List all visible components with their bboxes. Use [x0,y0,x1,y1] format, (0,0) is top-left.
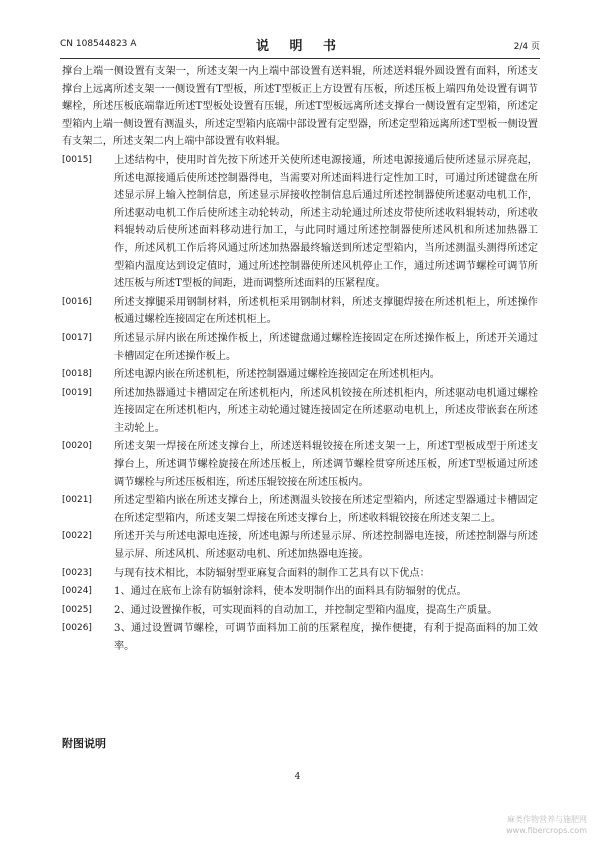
paragraph-0018 [62,366,538,384]
paragraph-text: 3、通过设置调节螺栓，可调节面料加工前的压紧程度，操作便捷，有利于提高面料的加工效率。 [114,623,538,652]
section-heading: 附图说明 [62,737,106,750]
paragraph-text: 所述电源内嵌在所述机柜，所述控制器通过螺栓连接固定在所述机柜内。 [114,369,440,381]
document-number: CN 108544823 A [60,39,137,49]
paragraph-number: [0020] [62,441,92,452]
paragraph-text: 所述支撑腿采用钢制材料，所述机柜采用钢制材料，所述支撑腿焊接在所述机柜上，所述操作板通过螺栓连接固定在所述机柜上。 [114,296,538,326]
intro-paragraph: 撑台上端一侧设置有支架一，所述支架一内上端中部设置有送料辊，所述送料辊外圆设置有面料，所述支撑台上远离所述支架一一侧设置有T型板，所述T型板正上方设置有压板，所述压板上端四角处设置有调节螺栓，所述压板底端靠近所述T型板处设置有压辊，所述T型板远离所述支撑台一侧设置有定型箱，所述定型箱内上端一侧设置有测温头，所述定型箱内底端中部设置有定型器，所述定型箱远离所述T型板一侧设置有支架二，所述支架二内上端中部设置有收料辊。 [62,66,538,148]
paragraph-0021 [62,492,538,527]
page-number: 4 [294,772,301,782]
paragraph-0017 [62,330,538,365]
paragraph-0016 [62,294,538,329]
paragraph-number: [0022] [62,531,92,542]
watermark [506,814,587,836]
paragraph-0019 [62,385,538,438]
paragraph-number: [0017] [62,332,92,343]
paragraph-0020 [62,438,538,491]
paragraph-text: 所述支架一焊接在所述支撑台上，所述送料辊铰接在所述支架一上，所述T型板成型于所述支撑台上，所述调节螺栓旋接在所述压板上，所述调节螺栓贯穿所述压板，所述T型板通过所述调节螺栓与所述压板相连，所述压辊铰接在所述压板内。 [114,441,538,488]
watermark-site-name: 麻类作物营养与施肥网 [507,815,587,824]
paragraph-number: [0015] [62,154,92,165]
paragraph-number: [0025] [62,604,92,615]
document-body [62,63,538,656]
paragraph-number: [0026] [62,623,92,634]
paragraph-number: [0016] [62,296,92,307]
paragraph-0015 [62,152,538,293]
paragraph-text: 所述加热器通过卡槽固定在所述机柜内，所述风机铰接在所述机柜内，所述驱动电机通过螺栓连接固定在所述机柜内，所述主动轮通过键连接固定在所述驱动电机上，所述皮带嵌套在所述主动轮上。 [114,387,538,434]
paragraph-number: [0018] [62,369,92,380]
paragraph-number: [0021] [62,495,92,506]
paragraph-0024 [62,583,538,601]
paragraph-number: [0024] [62,586,92,597]
paragraph-0025 [62,602,538,620]
paragraph-0023 [62,565,538,583]
header-title: 说 明 书 [255,39,345,54]
paragraph-text: 所述定型箱内嵌在所述支撑台上，所述测温头铰接在所述定型箱内，所述定型器通过卡槽固定在所述定型箱内，所述支架二焊接在所述支撑台上，所述收料辊铰接在所述支架二上。 [114,495,538,524]
watermark-url: www.fibercrops.com [506,826,587,835]
paragraph-text: 与现有技术相比，本防辐射型亚麻复合面料的制作工艺具有以下优点： [114,567,430,579]
paragraph-0026 [62,620,538,655]
paragraph-number: [0023] [62,567,92,578]
paragraph-0022 [62,528,538,563]
page-indicator: 2/4 页 [513,42,540,52]
paragraph-text: 1、通过在底布上涂有防辐射涂料，使本发明制作出的面料具有防辐射的优点。 [114,586,467,598]
paragraph-text: 2、通过设置操作板，可实现面料的自动加工，并控制定型箱内温度，提高生产质量。 [114,604,498,616]
paragraph-number: [0019] [62,387,92,398]
paragraph-text: 所述显示屏内嵌在所述操作板上，所述键盘通过螺栓连接固定在所述操作板上，所述开关通过卡槽固定在所述操作板上。 [114,332,538,362]
paragraph-text: 上述结构中，使用时首先按下所述开关使所述电源接通，所述电源接通后使所述显示屏亮起，所述电源接通后使所述控制器得电，当需要对所述面料进行定性加工时，可通过所述键盘在所述显示屏上输入控制信息，所述显示屏接收控制信息后通过所述控制器使所述驱动电机工作，所述驱动电机工作后使所述主动轮转动，所述主动轮通过所述皮带使所述收料辊转动，所述收料辊转动后使所述面料移动进行加工，与此同时通过所述控制器使所述风机和所述加热器工作，所述风机工作后将风通过所述加热器最终输送到所述定型箱内，当所述测温头测得所述定型箱内温度达到设定值时，通过所述控制器使所述风机停止工作，通过所述调节螺栓可调节所述压板与所述T型板的间距，进而调整所述面料的压紧程度。 [114,154,538,290]
paragraph-text: 所述开关与所述电源电连接，所述电源与所述显示屏、所述控制器电连接，所述控制器与所述显示屏、所述风机、所述驱动电机、所述加热器电连接。 [114,531,538,561]
page-header [60,32,540,59]
